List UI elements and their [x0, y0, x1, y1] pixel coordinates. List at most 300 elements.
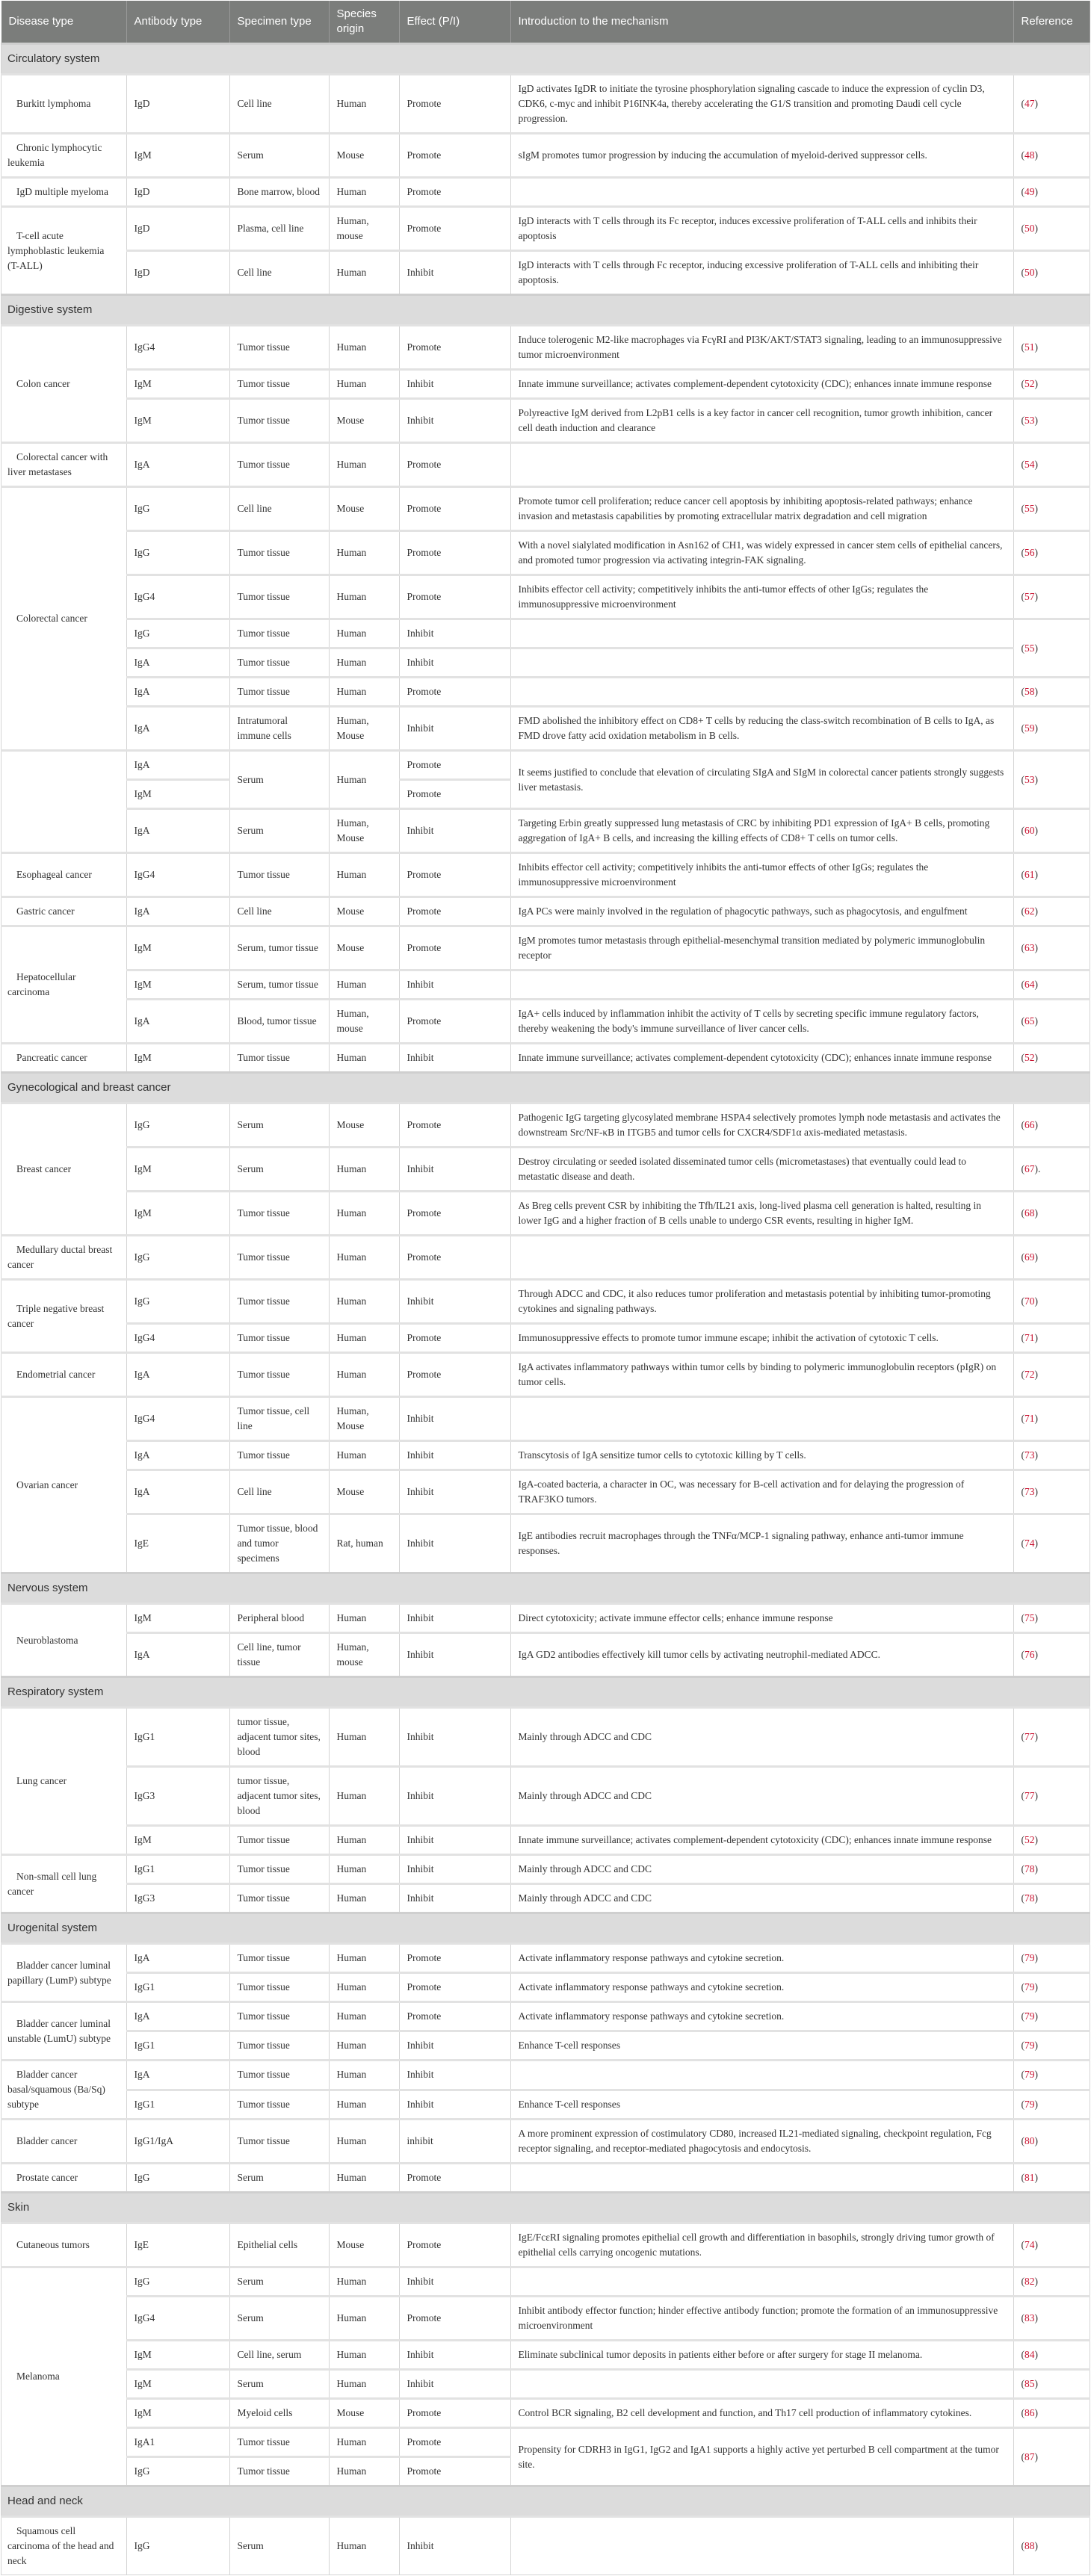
effect-cell: Inhibit [399, 2370, 510, 2399]
effect-cell: inhibit [399, 2120, 510, 2164]
table-row [1, 251, 1090, 295]
table-row [1, 897, 1090, 926]
species-cell: Human [329, 2031, 399, 2061]
species-cell: Human [329, 1767, 399, 1826]
species-cell: Mouse [329, 1103, 399, 1148]
mechanism-cell [510, 2370, 1013, 2399]
species-cell: Human [329, 2267, 399, 2297]
species-cell: Human [329, 1604, 399, 1633]
mechanism-cell: Activate inflammatory response pathways and cytokine secretion. [510, 2002, 1013, 2031]
mechanism-cell: Transcytosis of IgA sensitize tumor cells to cytotoxic killing by T cells. [510, 1441, 1013, 1470]
specimen-cell: Tumor tissue [229, 648, 329, 678]
antibody-cell: IgM [126, 926, 229, 970]
reference-cell: (78) [1013, 1884, 1090, 1913]
reference-link[interactable]: 86 [1024, 2407, 1035, 2418]
reference-link[interactable]: 72 [1024, 1369, 1035, 1380]
section-title: Urogenital system [1, 1913, 1090, 1944]
reference-link[interactable]: 87 [1024, 2450, 1035, 2462]
reference-link[interactable]: 79 [1024, 1981, 1035, 1993]
header-species-origin: Species origin [329, 1, 399, 44]
antibody-cell: IgM [126, 1044, 229, 1073]
antibody-cell: IgG3 [126, 1767, 229, 1826]
effect-cell: Promote [399, 751, 510, 780]
antibody-cell: IgG1 [126, 1708, 229, 1767]
specimen-cell: Serum [229, 2267, 329, 2297]
reference-link[interactable]: 55 [1024, 503, 1035, 514]
section-title: Head and neck [1, 2486, 1090, 2517]
effect-cell: Inhibit [399, 370, 510, 399]
species-cell: Human [329, 1353, 399, 1397]
mechanism-cell [510, 619, 1013, 648]
reference-link[interactable]: 79 [1024, 2040, 1035, 2051]
table-row [1, 678, 1090, 707]
table-row [1, 2341, 1090, 2370]
reference-cell: (80) [1013, 2120, 1090, 2164]
antibody-cell: IgA [126, 897, 229, 926]
specimen-cell: Serum [229, 1148, 329, 1192]
reference-link[interactable]: 82 [1024, 2276, 1035, 2287]
species-cell: Human [329, 678, 399, 707]
species-cell: Mouse [329, 897, 399, 926]
mechanism-cell: IgA+ cells induced by inflammation inhibit the activity of T cells by secreting specific immune regulatory factors, thereby weakening the body's immune surveillance of liver cancer cells. [510, 1000, 1013, 1044]
antibody-cell: IgG [126, 1103, 229, 1148]
antibody-cell: IgG1 [126, 2031, 229, 2061]
reference-link[interactable]: 84 [1024, 2349, 1035, 2360]
species-cell: Human [329, 2341, 399, 2370]
reference-cell: (74) [1013, 1514, 1090, 1573]
reference-link[interactable]: 73 [1024, 1486, 1035, 1497]
species-cell: Mouse [329, 487, 399, 531]
antibody-cell: IgM [126, 2399, 229, 2428]
specimen-cell: Tumor tissue, cell line [229, 1397, 329, 1441]
reference-cell: (53) [1013, 399, 1090, 443]
table-row [1, 75, 1090, 134]
reference-link[interactable]: 67 [1024, 1163, 1035, 1174]
table-row [1, 1280, 1090, 1324]
table-row [1, 1855, 1090, 1884]
specimen-cell: Serum, tumor tissue [229, 970, 329, 1000]
reference-cell: (59) [1013, 707, 1090, 751]
reference-link[interactable]: 77 [1024, 1731, 1035, 1742]
mechanism-cell: Mainly through ADCC and CDC [510, 1708, 1013, 1767]
reference-link[interactable]: 48 [1024, 149, 1035, 161]
table-row [1, 2164, 1090, 2193]
antibody-cell: IgA [126, 1470, 229, 1514]
reference-link[interactable]: 52 [1024, 1052, 1035, 1063]
reference-cell: (71) [1013, 1397, 1090, 1441]
mechanism-cell [510, 678, 1013, 707]
species-cell: Human, Mouse [329, 809, 399, 853]
reference-cell: (64) [1013, 970, 1090, 1000]
reference-link[interactable]: 52 [1024, 1834, 1035, 1845]
reference-cell: (54) [1013, 443, 1090, 487]
mechanism-cell: Promote tumor cell proliferation; reduce cancer cell apoptosis by inhibiting apoptosis-related pathways; enhance invasion and metastasis capabilities by promoting extracellular matrix degradation and cell migration [510, 487, 1013, 531]
specimen-cell: Tumor tissue [229, 575, 329, 619]
reference-cell: (75) [1013, 1604, 1090, 1633]
antibody-cell: IgA [126, 1000, 229, 1044]
reference-link[interactable]: 57 [1024, 591, 1035, 602]
species-cell: Human, mouse [329, 1633, 399, 1677]
header-effect: Effect (P/I) [399, 1, 510, 44]
effect-cell: Promote [399, 853, 510, 897]
antibody-cell: IgM [126, 970, 229, 1000]
species-cell: Human [329, 1855, 399, 1884]
mechanism-cell [510, 2267, 1013, 2297]
specimen-cell: Serum [229, 2370, 329, 2399]
reference-link[interactable]: 53 [1024, 415, 1035, 426]
effect-cell: Inhibit [399, 1855, 510, 1884]
reference-cell: (61) [1013, 853, 1090, 897]
table-row [1, 2002, 1090, 2031]
mechanism-cell: IgA GD2 antibodies effectively kill tumor cells by activating neutrophil-mediated ADCC. [510, 1633, 1013, 1677]
effect-cell: Promote [399, 1103, 510, 1148]
species-cell: Human [329, 1148, 399, 1192]
section-row [1, 1913, 1090, 1944]
specimen-cell: Serum [229, 751, 329, 809]
disease-cell: IgD multiple myeloma [1, 178, 127, 207]
species-cell: Human, mouse [329, 207, 399, 251]
species-cell: Human [329, 648, 399, 678]
reference-cell: (74) [1013, 2223, 1090, 2267]
species-cell: Human [329, 1044, 399, 1073]
disease-cell: Squamous cell carcinoma of the head and neck [1, 2517, 127, 2575]
antibody-cell: IgG [126, 2517, 229, 2575]
reference-cell: (51) [1013, 326, 1090, 370]
table-row [1, 809, 1090, 853]
effect-cell: Promote [399, 1192, 510, 1236]
reference-link[interactable]: 58 [1024, 686, 1035, 697]
species-cell: Rat, human [329, 1514, 399, 1573]
mechanism-cell: As Breg cells prevent CSR by inhibiting the Tfh/IL21 axis, long-lived plasma cell generation is halted, resulting in lower IgG and a higher fraction of B cells unable to undergo CSR events, resulting in higher IgM. [510, 1192, 1013, 1236]
mechanism-cell: IgA activates inflammatory pathways within tumor cells by binding to polymeric immunoglobulin receptors (pIgR) on tumor cells. [510, 1353, 1013, 1397]
reference-link[interactable]: 78 [1024, 1863, 1035, 1874]
antibody-cell: IgA [126, 1633, 229, 1677]
species-cell: Mouse [329, 399, 399, 443]
table-row [1, 487, 1090, 531]
reference-link[interactable]: 50 [1024, 223, 1035, 234]
mechanism-cell [510, 648, 1013, 678]
reference-link[interactable]: 70 [1024, 1295, 1035, 1307]
table-row [1, 926, 1090, 970]
table-row [1, 134, 1090, 178]
table-row [1, 2223, 1090, 2267]
species-cell: Human [329, 75, 399, 134]
antibody-cell: IgA [126, 809, 229, 853]
mechanism-cell: IgA-coated bacteria, a character in OC, was necessary for B-cell activation and for delaying the progression of TRAF3KO tumors. [510, 1470, 1013, 1514]
section-row [1, 1573, 1090, 1604]
reference-link[interactable]: 71 [1024, 1413, 1035, 1424]
table-row [1, 1441, 1090, 1470]
effect-cell: Inhibit [399, 1470, 510, 1514]
reference-link[interactable]: 73 [1024, 1449, 1035, 1461]
species-cell: Human [329, 2002, 399, 2031]
mechanism-cell [510, 2517, 1013, 2575]
reference-link[interactable]: 50 [1024, 267, 1035, 278]
table-row [1, 207, 1090, 251]
antibody-cell: IgD [126, 75, 229, 134]
reference-link[interactable]: 69 [1024, 1251, 1035, 1263]
antibody-cell: IgG [126, 2267, 229, 2297]
specimen-cell: Tumor tissue [229, 1044, 329, 1073]
antibody-cell: IgG3 [126, 1884, 229, 1913]
reference-cell: (78) [1013, 1855, 1090, 1884]
reference-link[interactable]: 49 [1024, 186, 1035, 197]
specimen-cell: Serum [229, 2297, 329, 2341]
table-row [1, 1353, 1090, 1397]
mechanism-cell: IgE/FcεRI signaling promotes epithelial cell growth and differentiation in basophils, strongly driving tumor growth of epithelial cells carrying oncogenic mutations. [510, 2223, 1013, 2267]
reference-link[interactable]: 83 [1024, 2312, 1035, 2323]
antibody-cell: IgA [126, 678, 229, 707]
disease-cell: Prostate cancer [1, 2164, 127, 2193]
specimen-cell: Tumor tissue [229, 399, 329, 443]
species-cell: Human, mouse [329, 1000, 399, 1044]
specimen-cell: Tumor tissue [229, 2457, 329, 2486]
reference-cell: (79) [1013, 2002, 1090, 2031]
effect-cell: Promote [399, 2164, 510, 2193]
reference-cell: (52) [1013, 1044, 1090, 1073]
reference-cell: (79) [1013, 2090, 1090, 2120]
table-row [1, 853, 1090, 897]
table-row [1, 1324, 1090, 1353]
mechanism-cell: Mainly through ADCC and CDC [510, 1855, 1013, 1884]
effect-cell: Inhibit [399, 2031, 510, 2061]
reference-link[interactable]: 66 [1024, 1119, 1035, 1130]
reference-link[interactable]: 65 [1024, 1015, 1035, 1027]
reference-link[interactable]: 85 [1024, 2378, 1035, 2389]
specimen-cell: Tumor tissue [229, 1973, 329, 2002]
disease-cell: Breast cancer [1, 1103, 127, 1236]
reference-link[interactable]: 53 [1024, 773, 1035, 785]
effect-cell: Promote [399, 178, 510, 207]
reference-link[interactable]: 74 [1024, 2239, 1035, 2250]
reference-link[interactable]: 81 [1024, 2172, 1035, 2183]
header-antibody-type: Antibody type [126, 1, 229, 44]
reference-link[interactable]: 60 [1024, 825, 1035, 836]
table-row [1, 1633, 1090, 1677]
antibody-cell: IgM [126, 1826, 229, 1855]
reference-link[interactable]: 79 [1024, 1952, 1035, 1963]
reference-suffix: . [1038, 1163, 1041, 1174]
specimen-cell: Tumor tissue [229, 619, 329, 648]
disease-cell: Bladder cancer luminal unstable (LumU) subtype [1, 2002, 127, 2061]
reference-cell: (66) [1013, 1103, 1090, 1148]
table-row [1, 443, 1090, 487]
reference-link[interactable]: 61 [1024, 869, 1035, 880]
table-row [1, 2297, 1090, 2341]
reference-link[interactable]: 54 [1024, 459, 1035, 470]
specimen-cell: Tumor tissue [229, 2031, 329, 2061]
effect-cell: Promote [399, 575, 510, 619]
antibody-cell: IgD [126, 207, 229, 251]
effect-cell: Promote [399, 75, 510, 134]
reference-link[interactable]: 75 [1024, 1612, 1035, 1623]
antibody-cell: IgM [126, 2370, 229, 2399]
specimen-cell: Cell line, serum [229, 2341, 329, 2370]
reference-link[interactable]: 74 [1024, 1538, 1035, 1549]
effect-cell: Inhibit [399, 2341, 510, 2370]
specimen-cell: Tumor tissue [229, 370, 329, 399]
reference-cell: (62) [1013, 897, 1090, 926]
specimen-cell: Tumor tissue [229, 1280, 329, 1324]
specimen-cell: Tumor tissue [229, 1944, 329, 1973]
reference-link[interactable]: 47 [1024, 98, 1035, 109]
species-cell: Human [329, 370, 399, 399]
disease-cell: Hepatocellular carcinoma [1, 926, 127, 1044]
specimen-cell: Tumor tissue [229, 1826, 329, 1855]
table-row [1, 178, 1090, 207]
table-row [1, 2399, 1090, 2428]
reference-link[interactable]: 63 [1024, 942, 1035, 953]
mechanism-cell [510, 2061, 1013, 2090]
header-reference: Reference [1013, 1, 1090, 44]
antibody-cell: IgD [126, 251, 229, 295]
reference-link[interactable]: 71 [1024, 1332, 1035, 1343]
effect-cell: Promote [399, 2297, 510, 2341]
mechanism-cell [510, 1236, 1013, 1280]
reference-cell: (50) [1013, 207, 1090, 251]
effect-cell: Promote [399, 1973, 510, 2002]
reference-link[interactable]: 80 [1024, 2135, 1035, 2146]
antibody-cell: IgA [126, 2061, 229, 2090]
table-row [1, 1826, 1090, 1855]
mechanism-cell: Innate immune surveillance; activates complement-dependent cytotoxicity (CDC); enhances innate immune response [510, 370, 1013, 399]
reference-cell: (58) [1013, 678, 1090, 707]
antibody-cell: IgG4 [126, 853, 229, 897]
specimen-cell: Tumor tissue [229, 2090, 329, 2120]
disease-cell: Endometrial cancer [1, 1353, 127, 1397]
reference-link[interactable]: 88 [1024, 2540, 1035, 2551]
effect-cell: Promote [399, 2223, 510, 2267]
reference-cell: (84) [1013, 2341, 1090, 2370]
effect-cell: Promote [399, 780, 510, 809]
mechanism-cell: A more prominent expression of costimulatory CD80, increased IL21-mediated signaling, checkpoint regulation, Fcg receptor signaling, and receptor-mediated phagocytosis and endocytosis. [510, 2120, 1013, 2164]
mechanism-cell: Eliminate subclinical tumor deposits in patients either before or after surgery for stage II melanoma. [510, 2341, 1013, 2370]
table-row [1, 1103, 1090, 1148]
mechanism-cell: Polyreactive IgM derived from L2pB1 cells is a key factor in cancer cell recognition, tumor growth inhibition, cancer cell death induction and clearance [510, 399, 1013, 443]
reference-link[interactable]: 62 [1024, 905, 1035, 917]
reference-cell: (77) [1013, 1767, 1090, 1826]
antibody-cell: IgA [126, 1441, 229, 1470]
reference-cell: (83) [1013, 2297, 1090, 2341]
specimen-cell: Cell line, tumor tissue [229, 1633, 329, 1677]
specimen-cell: Myeloid cells [229, 2399, 329, 2428]
disease-cell: Bladder cancer luminal papillary (LumP) subtype [1, 1944, 127, 2002]
antibody-cell: IgM [126, 370, 229, 399]
reference-cell: (70) [1013, 1280, 1090, 1324]
section-title: Circulatory system [1, 44, 1090, 75]
reference-cell: (48) [1013, 134, 1090, 178]
reference-cell: (52) [1013, 1826, 1090, 1855]
species-cell: Human [329, 2164, 399, 2193]
section-row [1, 295, 1090, 326]
section-title: Respiratory system [1, 1677, 1090, 1708]
reference-link[interactable]: 79 [1024, 2069, 1035, 2081]
effect-cell: Inhibit [399, 2517, 510, 2575]
species-cell: Human [329, 178, 399, 207]
reference-link[interactable]: 78 [1024, 1892, 1035, 1904]
reference-cell: (79) [1013, 2061, 1090, 2090]
reference-link[interactable]: 79 [1024, 2098, 1035, 2110]
antibody-cell: IgG1 [126, 1973, 229, 2002]
reference-link[interactable]: 64 [1024, 979, 1035, 990]
table-header-row [1, 1, 1090, 44]
reference-cell: (73) [1013, 1470, 1090, 1514]
species-cell: Human [329, 2120, 399, 2164]
mechanism-cell: Pathogenic IgG targeting glycosylated membrane HSPA4 selectively promotes lymph node metastasis and activates the downstream Src/NF-κB in ITGB5 and tumor cells for CXCR4/SDF1α axis-mediated metastasis. [510, 1103, 1013, 1148]
disease-cell: Colorectal cancer [1, 487, 127, 751]
table-row [1, 2061, 1090, 2090]
antibody-cell: IgG4 [126, 575, 229, 619]
effect-cell: Inhibit [399, 2061, 510, 2090]
specimen-cell: Tumor tissue [229, 1353, 329, 1397]
species-cell: Human [329, 531, 399, 575]
table-row [1, 370, 1090, 399]
species-cell: Human [329, 2370, 399, 2399]
reference-link[interactable]: 55 [1024, 642, 1035, 654]
table-row [1, 970, 1090, 1000]
specimen-cell: Cell line [229, 487, 329, 531]
disease-cell: Gastric cancer [1, 897, 127, 926]
reference-link[interactable]: 68 [1024, 1207, 1035, 1219]
reference-link[interactable]: 56 [1024, 547, 1035, 558]
table-row [1, 1397, 1090, 1441]
reference-link[interactable]: 76 [1024, 1649, 1035, 1660]
antibody-cell: IgG1/IgA [126, 2120, 229, 2164]
mechanism-cell: Immunosuppressive effects to promote tumor immune escape; inhibit the activation of cytotoxic T cells. [510, 1324, 1013, 1353]
table-row [1, 2267, 1090, 2297]
reference-cell: (63) [1013, 926, 1090, 970]
reference-cell: (56) [1013, 531, 1090, 575]
reference-cell: (77) [1013, 1708, 1090, 1767]
species-cell: Human [329, 970, 399, 1000]
reference-cell: (71) [1013, 1324, 1090, 1353]
reference-link[interactable]: 59 [1024, 722, 1035, 734]
disease-cell: Pancreatic cancer [1, 1044, 127, 1073]
specimen-cell: Tumor tissue, blood and tumor specimens [229, 1514, 329, 1573]
reference-cell: (69) [1013, 1236, 1090, 1280]
mechanism-cell: IgD interacts with T cells through Fc receptor, inducing excessive proliferation of T-ALL cells and inhibiting their apoptosis. [510, 251, 1013, 295]
reference-cell: (50) [1013, 251, 1090, 295]
reference-cell: (67). [1013, 1148, 1090, 1192]
antibody-cell: IgM [126, 134, 229, 178]
reference-link[interactable]: 79 [1024, 2010, 1035, 2022]
species-cell: Human [329, 1280, 399, 1324]
effect-cell: Inhibit [399, 1148, 510, 1192]
reference-link[interactable]: 77 [1024, 1790, 1035, 1801]
disease-cell: Chronic lymphocytic leukemia [1, 134, 127, 178]
reference-cell: (82) [1013, 2267, 1090, 2297]
effect-cell: Inhibit [399, 809, 510, 853]
reference-cell: (88) [1013, 2517, 1090, 2575]
mechanism-cell: Activate inflammatory response pathways and cytokine secretion. [510, 1973, 1013, 2002]
effect-cell: Inhibit [399, 1514, 510, 1573]
disease-cell: Bladder cancer [1, 2120, 127, 2164]
reference-link[interactable]: 51 [1024, 341, 1035, 353]
mechanism-cell [510, 1397, 1013, 1441]
effect-cell: Promote [399, 2002, 510, 2031]
effect-cell: Promote [399, 2457, 510, 2486]
reference-cell: (76) [1013, 1633, 1090, 1677]
table-row [1, 1148, 1090, 1192]
mechanism-cell: IgA PCs were mainly involved in the regulation of phagocytic pathways, such as phagocytosis, and engulfment [510, 897, 1013, 926]
reference-cell: (79) [1013, 2031, 1090, 2061]
specimen-cell: Tumor tissue [229, 2061, 329, 2090]
species-cell: Human [329, 2517, 399, 2575]
specimen-cell: Tumor tissue [229, 1236, 329, 1280]
reference-cell: (57) [1013, 575, 1090, 619]
reference-cell: (49) [1013, 178, 1090, 207]
reference-link[interactable]: 52 [1024, 378, 1035, 389]
